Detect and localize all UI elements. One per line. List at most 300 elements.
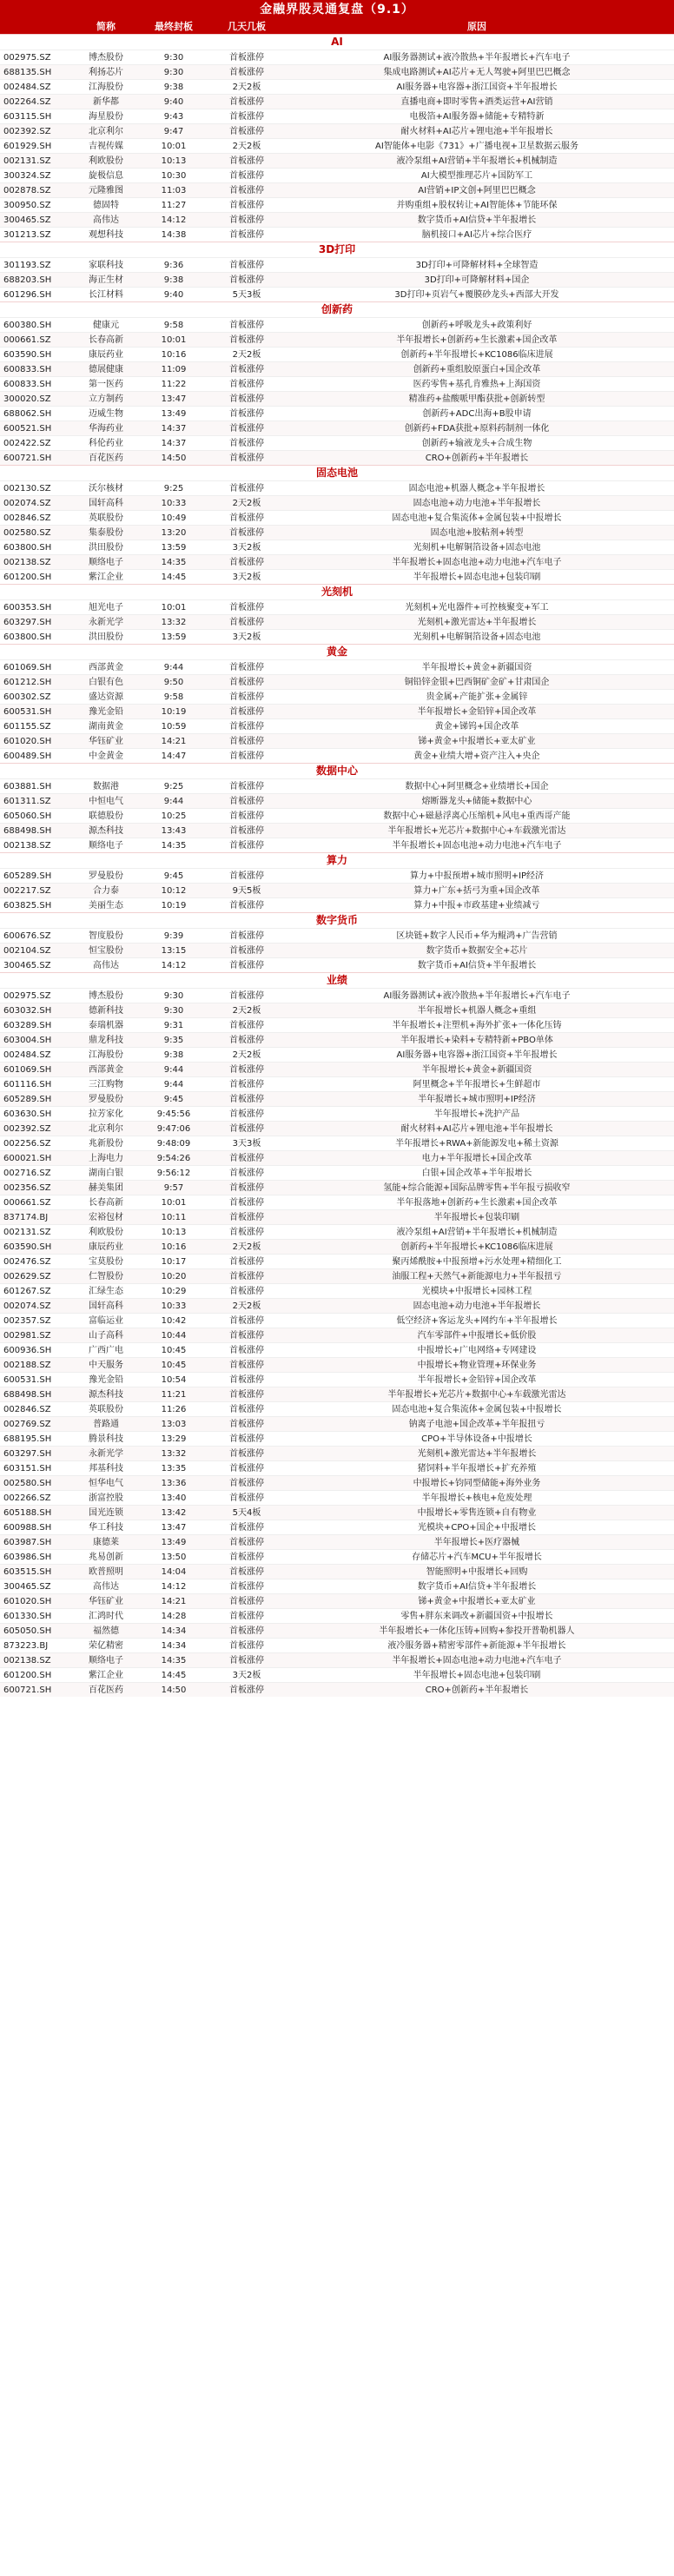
stock-name: 豫光金铅 bbox=[89, 1375, 123, 1385]
stock-name: 荣亿精密 bbox=[89, 1641, 123, 1651]
stock-code: 300465.SZ bbox=[3, 1582, 51, 1592]
limit-up-reason: 并购重组+股权转让+AI智能体+节能环保 bbox=[396, 201, 558, 210]
table-row bbox=[0, 1224, 674, 1239]
table-row bbox=[0, 1505, 674, 1520]
stock-code: 600833.SH bbox=[3, 365, 52, 374]
board-count: 首板涨停 bbox=[229, 946, 264, 956]
table-row bbox=[0, 1165, 674, 1180]
stock-name: 三江购物 bbox=[89, 1080, 123, 1089]
limit-up-reason: 数据中心+磁悬浮离心压缩机+风电+重西哥产能 bbox=[383, 811, 571, 821]
limit-up-reason: CPO+半导体设备+中报增长 bbox=[421, 1434, 532, 1444]
board-count: 首板涨停 bbox=[229, 1582, 264, 1592]
stock-name: 顺络电子 bbox=[89, 558, 123, 567]
limit-up-reason: AI服务器测试+液冷散热+半年报增长+汽车电子 bbox=[383, 53, 571, 63]
limit-up-reason: 数字货币+AI信贷+半年报增长 bbox=[417, 961, 537, 970]
stock-name: 盛达资源 bbox=[89, 692, 123, 702]
stock-name: 德新科技 bbox=[89, 1006, 123, 1016]
stock-code: 603115.SH bbox=[3, 112, 52, 122]
table-row bbox=[0, 1638, 674, 1652]
board-count: 首板涨停 bbox=[229, 230, 264, 240]
stock-name: 宝莫股份 bbox=[89, 1257, 123, 1267]
table-row bbox=[0, 629, 674, 644]
limit-up-reason: 半年报增长+固态电池+动力电池+汽车电子 bbox=[392, 558, 562, 567]
stock-name: 江海股份 bbox=[89, 1050, 123, 1060]
table-row bbox=[0, 1180, 674, 1195]
limit-up-reason: 医药零售+基孔肯雅热+上海国资 bbox=[413, 380, 541, 389]
board-count: 首板涨停 bbox=[229, 394, 264, 404]
stock-name: 德展健康 bbox=[89, 365, 123, 374]
stock-code: 002217.SZ bbox=[3, 886, 51, 896]
limit-up-time: 9:30 bbox=[163, 53, 184, 63]
stock-name: 鼎龙科技 bbox=[89, 1036, 123, 1045]
limit-up-time: 9:40 bbox=[163, 97, 184, 107]
stock-name: 湖南黄金 bbox=[89, 722, 123, 732]
stock-code: 002266.SZ bbox=[3, 1493, 51, 1503]
stock-code: 603825.SH bbox=[3, 901, 52, 911]
limit-up-time: 13:43 bbox=[161, 826, 187, 836]
stock-name: 智度股份 bbox=[89, 931, 123, 941]
stock-name: 仁智股份 bbox=[89, 1272, 123, 1281]
table-row bbox=[0, 554, 674, 569]
stock-name: 百花医药 bbox=[89, 1685, 123, 1695]
table-row bbox=[0, 123, 674, 138]
stock-name: 湖南白银 bbox=[89, 1169, 123, 1178]
stock-name: 海正生材 bbox=[89, 275, 123, 285]
stock-code: 600489.SH bbox=[3, 752, 52, 761]
board-count: 首板涨停 bbox=[229, 1405, 264, 1414]
table-row bbox=[0, 153, 674, 168]
board-count: 首板涨停 bbox=[229, 261, 264, 270]
limit-up-time: 10:30 bbox=[161, 171, 187, 181]
limit-up-time: 13:29 bbox=[161, 1434, 187, 1444]
table-row bbox=[0, 197, 674, 212]
limit-up-reason: 半年报增长+固态电池+包装印刷 bbox=[413, 573, 541, 582]
table-row bbox=[0, 1121, 674, 1136]
limit-up-reason: 半年报增长+核电+危废处理 bbox=[421, 1493, 532, 1503]
stock-code: 601069.SH bbox=[3, 663, 52, 672]
limit-up-reason: 贵金属+产能扩张+金属锌 bbox=[426, 692, 528, 702]
board-count: 首板涨停 bbox=[229, 1390, 264, 1400]
table-row bbox=[0, 943, 674, 957]
board-count: 首板涨停 bbox=[229, 1124, 264, 1134]
limit-up-reason: 半年报增长+一体化压铸+回购+参投开普勒机器人 bbox=[379, 1626, 575, 1636]
limit-up-time: 9:58 bbox=[163, 321, 184, 330]
limit-up-reason: 中报增长+钧同型储能+海外业务 bbox=[413, 1479, 541, 1488]
limit-up-time: 14:21 bbox=[161, 1597, 187, 1606]
stock-name: 观想科技 bbox=[89, 230, 123, 240]
stock-name: 欧普照明 bbox=[89, 1567, 123, 1577]
section-header: 光刻机 bbox=[0, 584, 674, 599]
board-count: 首板涨停 bbox=[229, 1420, 264, 1429]
stock-code: 002484.SZ bbox=[3, 83, 51, 92]
board-count: 首板涨停 bbox=[229, 1685, 264, 1695]
limit-up-time: 10:33 bbox=[161, 1301, 187, 1311]
limit-up-reason: 半年报落地+创新药+生长激素+国企改革 bbox=[396, 1198, 558, 1208]
limit-up-time: 9:54:26 bbox=[156, 1154, 191, 1163]
limit-up-time: 9:40 bbox=[163, 290, 184, 300]
board-count: 首板涨停 bbox=[229, 737, 264, 746]
stock-code: 301213.SZ bbox=[3, 230, 51, 240]
limit-up-reason: 半年报增长+光芯片+数据中心+车载激光雷达 bbox=[387, 1390, 566, 1400]
limit-up-reason: 创新药+呼吸龙头+政策利好 bbox=[421, 321, 532, 330]
stock-code: 603289.SH bbox=[3, 1021, 52, 1030]
limit-up-time: 9:50 bbox=[163, 678, 184, 687]
limit-up-reason: 数字货币+AI信贷+半年报增长 bbox=[417, 1582, 537, 1592]
limit-up-time: 13:59 bbox=[161, 543, 187, 553]
limit-up-time: 10:16 bbox=[161, 1242, 187, 1252]
limit-up-time: 9:30 bbox=[163, 68, 184, 77]
stock-code: 603986.SH bbox=[3, 1553, 52, 1562]
limit-up-time: 9:56:12 bbox=[156, 1169, 191, 1178]
stock-code: 600531.SH bbox=[3, 707, 52, 717]
limit-up-time: 13:47 bbox=[161, 1523, 187, 1533]
board-count: 首板涨停 bbox=[229, 321, 264, 330]
stock-name: 宏裕包材 bbox=[89, 1213, 123, 1222]
board-count: 首板涨停 bbox=[229, 1612, 264, 1621]
limit-up-reason: 光模块+CPO+国企+中报增长 bbox=[417, 1523, 537, 1533]
limit-up-time: 9:48:09 bbox=[156, 1139, 191, 1149]
limit-up-reason: AI营销+IP文创+阿里巴巴概念 bbox=[418, 186, 536, 195]
stock-code: 002131.SZ bbox=[3, 1228, 51, 1237]
stock-name: 国光连锁 bbox=[89, 1508, 123, 1518]
limit-up-reason: 阿里概念+半年报增长+生鲜超市 bbox=[413, 1080, 541, 1089]
stock-code: 601200.SH bbox=[3, 573, 52, 582]
limit-up-reason: 耐火材料+AI芯片+锂电池+半年报增长 bbox=[400, 1124, 553, 1134]
limit-up-reason: 固态电池+胶粘剂+转型 bbox=[430, 528, 524, 538]
stock-name: 兆易创新 bbox=[89, 1553, 123, 1562]
limit-up-reason: 中报增长+广电网络+专网建设 bbox=[417, 1346, 537, 1355]
limit-up-time: 10:42 bbox=[161, 1316, 187, 1326]
limit-up-time: 10:13 bbox=[161, 156, 187, 166]
limit-up-reason: AI智能体+电影《731》+广播电视+卫星数据云服务 bbox=[374, 142, 578, 151]
limit-up-time: 9:38 bbox=[163, 83, 184, 92]
board-count: 首板涨停 bbox=[229, 112, 264, 122]
limit-up-time: 10:25 bbox=[161, 811, 187, 821]
stock-code: 002846.SZ bbox=[3, 513, 51, 523]
stock-code: 002138.SZ bbox=[3, 1656, 51, 1665]
stock-code: 837174.BJ bbox=[3, 1213, 49, 1222]
table-row bbox=[0, 1534, 674, 1549]
limit-up-reason: 半年报增长+黄金+新疆国资 bbox=[421, 1065, 532, 1075]
stock-name: 白银有色 bbox=[89, 678, 123, 687]
stock-code: 002130.SZ bbox=[3, 484, 51, 493]
limit-up-time: 14:12 bbox=[161, 961, 187, 970]
table-row bbox=[0, 1387, 674, 1401]
header-code bbox=[0, 19, 75, 34]
table-row bbox=[0, 1357, 674, 1372]
stock-name: 联德股份 bbox=[89, 811, 123, 821]
limit-up-reason: 集成电路测试+AI芯片+无人驾驶+阿里巴巴概念 bbox=[383, 68, 571, 77]
stock-name: 数据港 bbox=[93, 782, 119, 791]
stock-name: 长春高新 bbox=[89, 335, 123, 345]
stock-name: 邦基科技 bbox=[89, 1464, 123, 1473]
limit-up-reason: CRO+创新药+半年报增长 bbox=[425, 454, 529, 463]
stock-name: 腾景科技 bbox=[89, 1434, 123, 1444]
limit-up-time: 13:47 bbox=[161, 394, 187, 404]
board-count: 首板涨停 bbox=[229, 1449, 264, 1459]
limit-up-reason: 液冷泵组+AI营销+半年报增长+机械制造 bbox=[396, 156, 558, 166]
table-row bbox=[0, 1076, 674, 1091]
board-count: 首板涨停 bbox=[229, 663, 264, 672]
limit-up-reason: 半年报增长+机器人概念+重组 bbox=[417, 1006, 537, 1016]
stock-code: 603800.SH bbox=[3, 543, 52, 553]
limit-up-reason: 液冷泵组+AI营销+半年报增长+机械制造 bbox=[396, 1228, 558, 1237]
board-count: 首板涨停 bbox=[229, 618, 264, 627]
limit-up-reason: 钠离子电池+国企改革+半年报扭亏 bbox=[408, 1420, 545, 1429]
stock-code: 002580.SH bbox=[3, 1479, 52, 1488]
section-rows bbox=[0, 868, 674, 912]
stock-name: 恒华电气 bbox=[89, 1479, 123, 1488]
limit-up-time: 14:28 bbox=[161, 1612, 187, 1621]
limit-up-time: 13:35 bbox=[161, 1464, 187, 1473]
section-rows bbox=[0, 659, 674, 763]
board-count: 首板涨停 bbox=[229, 991, 264, 1001]
board-count: 首板涨停 bbox=[229, 1272, 264, 1281]
table-row bbox=[0, 450, 674, 465]
table-row bbox=[0, 1150, 674, 1165]
stock-name: 高伟达 bbox=[93, 215, 119, 225]
table-row bbox=[0, 1062, 674, 1076]
board-count: 首板涨停 bbox=[229, 1641, 264, 1651]
stock-name: 德固特 bbox=[93, 201, 119, 210]
limit-up-time: 13:59 bbox=[161, 632, 187, 642]
stock-code: 600021.SH bbox=[3, 1154, 52, 1163]
page-title: 金融界股灵通复盘（9.1） bbox=[0, 0, 674, 19]
limit-up-reason: 锑+黄金+中报增长+亚太矿业 bbox=[418, 1597, 536, 1606]
limit-up-time: 10:45 bbox=[161, 1361, 187, 1370]
board-count: 首板涨停 bbox=[229, 1228, 264, 1237]
limit-up-reason: 3D打印+可降解材料+全球智造 bbox=[415, 261, 539, 270]
stock-code: 300465.SZ bbox=[3, 961, 51, 970]
stock-code: 002074.SZ bbox=[3, 1301, 51, 1311]
board-count: 首板涨停 bbox=[229, 1656, 264, 1665]
board-count: 首板涨停 bbox=[229, 513, 264, 523]
limit-up-reason: 创新药+半年报增长+KC1086临床进展 bbox=[400, 1242, 553, 1252]
table-row bbox=[0, 1268, 674, 1283]
table-row bbox=[0, 1652, 674, 1667]
stock-code: 600521.SH bbox=[3, 424, 52, 434]
stock-code: 002975.SZ bbox=[3, 53, 51, 63]
limit-up-time: 14:35 bbox=[161, 1656, 187, 1665]
stock-code: 688135.SH bbox=[3, 68, 52, 77]
table-row bbox=[0, 332, 674, 347]
board-count: 首板涨停 bbox=[229, 931, 264, 941]
limit-up-time: 11:21 bbox=[161, 1390, 187, 1400]
stock-name: 国轩高科 bbox=[89, 1301, 123, 1311]
table-row bbox=[0, 1195, 674, 1209]
stock-code: 688062.SH bbox=[3, 409, 52, 419]
table-row bbox=[0, 1623, 674, 1638]
stock-code: 603630.SH bbox=[3, 1109, 52, 1119]
section-rows bbox=[0, 988, 674, 1697]
section-header: 业绩 bbox=[0, 972, 674, 988]
table-row bbox=[0, 138, 674, 153]
stock-code: 603032.SH bbox=[3, 1006, 52, 1016]
stock-name: 高伟达 bbox=[93, 1582, 119, 1592]
board-count: 首板涨停 bbox=[229, 1109, 264, 1119]
stock-code: 002484.SZ bbox=[3, 1050, 51, 1060]
board-count: 3天2板 bbox=[232, 543, 261, 553]
stock-name: 国轩高科 bbox=[89, 499, 123, 508]
board-count: 首板涨停 bbox=[229, 558, 264, 567]
board-count: 首板涨停 bbox=[229, 68, 264, 77]
table-row bbox=[0, 569, 674, 584]
stock-code: 002357.SZ bbox=[3, 1316, 51, 1326]
table-row bbox=[0, 495, 674, 510]
table-row bbox=[0, 227, 674, 242]
limit-up-time: 13:49 bbox=[161, 409, 187, 419]
board-count: 首板涨停 bbox=[229, 678, 264, 687]
stock-code: 002256.SZ bbox=[3, 1139, 51, 1149]
stock-name: 豫光金铅 bbox=[89, 707, 123, 717]
board-count: 首板涨停 bbox=[229, 365, 264, 374]
board-count: 首板涨停 bbox=[229, 1493, 264, 1503]
limit-up-time: 9:39 bbox=[163, 931, 184, 941]
table-row bbox=[0, 1490, 674, 1505]
limit-up-reason: 3D打印+页岩气+覆膜砂龙头+西部大开发 bbox=[394, 290, 559, 300]
limit-up-time: 10:59 bbox=[161, 722, 187, 732]
stock-name: 紫江企业 bbox=[89, 1671, 123, 1680]
stock-name: 永新光学 bbox=[89, 1449, 123, 1459]
stock-name: 上海电力 bbox=[89, 1154, 123, 1163]
table-row bbox=[0, 168, 674, 182]
table-row bbox=[0, 1047, 674, 1062]
table-row bbox=[0, 79, 674, 94]
table-row bbox=[0, 1313, 674, 1328]
board-count: 首板涨停 bbox=[229, 797, 264, 806]
table-row bbox=[0, 435, 674, 450]
table-row bbox=[0, 1593, 674, 1608]
limit-up-reason: 半年报增长+染料+专精特新+PBO单体 bbox=[400, 1036, 553, 1045]
limit-up-time: 14:47 bbox=[161, 752, 187, 761]
table-row bbox=[0, 406, 674, 421]
header-board: 几天几板 bbox=[228, 21, 266, 32]
stock-name: 源杰科技 bbox=[89, 1390, 123, 1400]
limit-up-reason: 聚丙烯酰胺+中报预增+污水处理+精细化工 bbox=[392, 1257, 562, 1267]
limit-up-reason: 光刻机+电解铜箔设备+固态电池 bbox=[413, 632, 541, 642]
limit-up-reason: 创新药+半年报增长+KC1086临床进展 bbox=[400, 350, 553, 360]
limit-up-time: 11:26 bbox=[161, 1405, 187, 1414]
limit-up-reason: 半年报增长+医疗器械 bbox=[433, 1538, 520, 1547]
stock-name: 汇鸿时代 bbox=[89, 1612, 123, 1621]
board-count: 首板涨停 bbox=[229, 528, 264, 538]
board-count: 首板涨停 bbox=[229, 409, 264, 419]
stock-code: 603987.SH bbox=[3, 1538, 52, 1547]
board-count: 首板涨停 bbox=[229, 1553, 264, 1562]
board-count: 首板涨停 bbox=[229, 1331, 264, 1341]
table-row bbox=[0, 793, 674, 808]
limit-up-reason: 氢能+综合能源+国际品牌零售+半年报亏损收窄 bbox=[383, 1183, 571, 1193]
limit-up-reason: 油服工程+天然气+新能源电力+半年报扭亏 bbox=[392, 1272, 562, 1281]
table-row bbox=[0, 733, 674, 748]
stock-code: 605289.SH bbox=[3, 1095, 52, 1104]
board-count: 2天2板 bbox=[232, 142, 261, 151]
limit-up-time: 13:32 bbox=[161, 1449, 187, 1459]
limit-up-time: 14:37 bbox=[161, 439, 187, 448]
stock-code: 601020.SH bbox=[3, 737, 52, 746]
limit-up-reason: 算力+中报预增+城市照明+IP经济 bbox=[409, 871, 545, 881]
stock-code: 600721.SH bbox=[3, 1685, 52, 1695]
limit-up-time: 9:25 bbox=[163, 484, 184, 493]
table-row bbox=[0, 838, 674, 852]
stock-code: 301193.SZ bbox=[3, 261, 51, 270]
table-row bbox=[0, 1475, 674, 1490]
stock-code: 000661.SZ bbox=[3, 335, 51, 345]
section-header: 固态电池 bbox=[0, 465, 674, 480]
limit-up-time: 9:45 bbox=[163, 1095, 184, 1104]
limit-up-time: 9:25 bbox=[163, 782, 184, 791]
board-count: 首板涨停 bbox=[229, 961, 264, 970]
limit-up-time: 14:35 bbox=[161, 558, 187, 567]
section-header: 创新药 bbox=[0, 301, 674, 317]
section-header: 黄金 bbox=[0, 644, 674, 659]
limit-up-reason: 黄金+锑钨+国企改革 bbox=[434, 722, 519, 732]
stock-name: 华海药业 bbox=[89, 424, 123, 434]
board-count: 首板涨停 bbox=[229, 1065, 264, 1075]
board-count: 首板涨停 bbox=[229, 871, 264, 881]
limit-up-reason: AI大模型推理芯片+国防军工 bbox=[420, 171, 533, 181]
limit-up-reason: 创新药+重组胶原蛋白+国企改革 bbox=[413, 365, 541, 374]
stock-name: 旭光电子 bbox=[89, 603, 123, 613]
limit-up-reason: 半年报增长+金铅锌+国企改革 bbox=[417, 1375, 537, 1385]
table-row bbox=[0, 1682, 674, 1697]
stock-name: 北京利尔 bbox=[89, 127, 123, 136]
limit-up-reason: 智能照明+中报增长+回购 bbox=[426, 1567, 528, 1577]
stock-name: 华工科技 bbox=[89, 1523, 123, 1533]
limit-up-reason: 半年报增长+固态电池+动力电池+汽车电子 bbox=[392, 1656, 562, 1665]
table-row bbox=[0, 614, 674, 629]
limit-up-reason: 光刻机+电解铜箔设备+固态电池 bbox=[413, 543, 541, 553]
board-count: 首板涨停 bbox=[229, 201, 264, 210]
board-count: 首板涨停 bbox=[229, 1538, 264, 1547]
board-count: 3天2板 bbox=[232, 1671, 261, 1680]
section-rows bbox=[0, 480, 674, 584]
limit-up-reason: 算力+广东+括弓为重+国企改革 bbox=[413, 886, 540, 896]
board-count: 首板涨停 bbox=[229, 335, 264, 345]
limit-up-reason: 固态电池+复合集流体+金属包装+中报增长 bbox=[392, 1405, 562, 1414]
limit-up-reason: 光刻机+光电器件+可控核聚变+军工 bbox=[405, 603, 549, 613]
board-count: 首板涨停 bbox=[229, 1021, 264, 1030]
sections-container bbox=[0, 34, 674, 1697]
stock-code: 601212.SH bbox=[3, 678, 52, 687]
stock-code: 002138.SZ bbox=[3, 558, 51, 567]
limit-up-time: 9:44 bbox=[163, 797, 184, 806]
stock-name: 源杰科技 bbox=[89, 826, 123, 836]
table-row bbox=[0, 510, 674, 525]
board-count: 2天2板 bbox=[232, 1301, 261, 1311]
board-count: 2天2板 bbox=[232, 1006, 261, 1016]
stock-name: 福然德 bbox=[93, 1626, 119, 1636]
stock-code: 601311.SZ bbox=[3, 797, 51, 806]
stock-code: 603515.SH bbox=[3, 1567, 52, 1577]
stock-code: 300465.SZ bbox=[3, 215, 51, 225]
board-count: 2天2板 bbox=[232, 1050, 261, 1060]
board-count: 首板涨停 bbox=[229, 1464, 264, 1473]
board-count: 2天2板 bbox=[232, 350, 261, 360]
table-row bbox=[0, 94, 674, 109]
stock-code: 002074.SZ bbox=[3, 499, 51, 508]
limit-up-time: 14:21 bbox=[161, 737, 187, 746]
stock-code: 601267.SZ bbox=[3, 1287, 51, 1296]
table-row bbox=[0, 525, 674, 540]
stock-name: 赫美集团 bbox=[89, 1183, 123, 1193]
limit-up-reason: 耐火材料+AI芯片+锂电池+半年报增长 bbox=[400, 127, 553, 136]
board-count: 首板涨停 bbox=[229, 53, 264, 63]
section-rows bbox=[0, 317, 674, 465]
board-count: 首板涨停 bbox=[229, 1036, 264, 1045]
board-count: 2天2板 bbox=[232, 1242, 261, 1252]
section-header: AI bbox=[0, 34, 674, 50]
